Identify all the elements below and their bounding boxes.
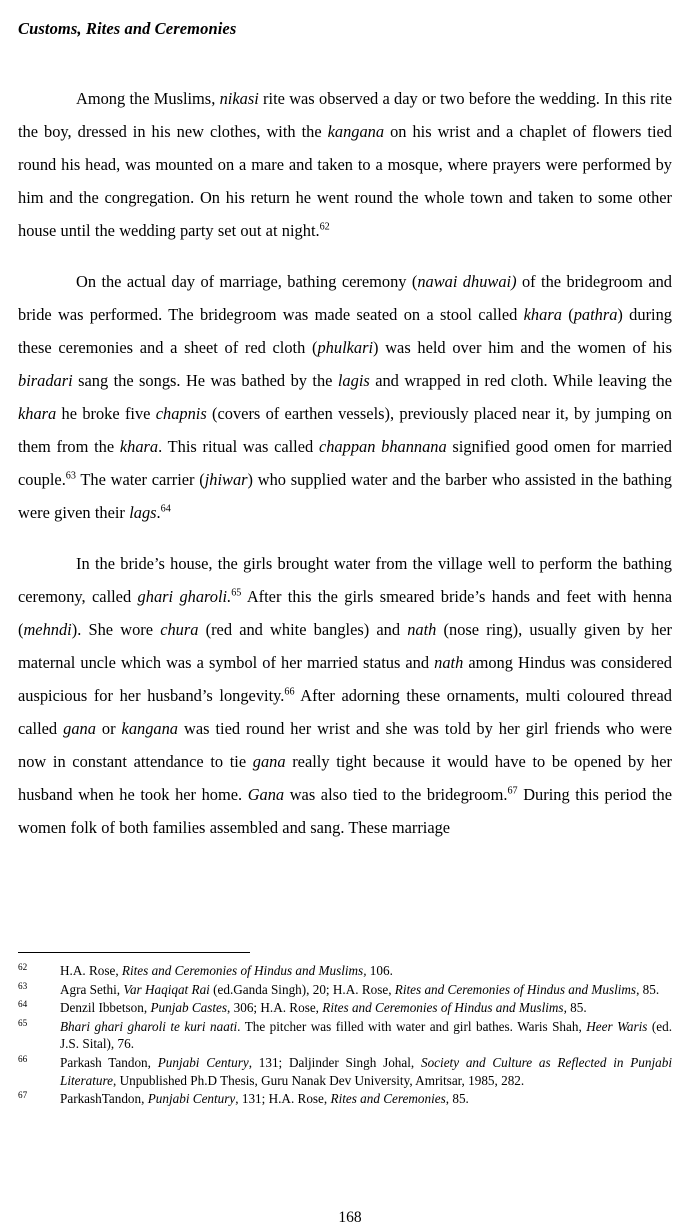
footnote-entry: [18, 1054, 672, 1089]
footnote-separator-rule: [18, 952, 250, 953]
footnote-entry: [18, 981, 672, 999]
footnote-text: H.A. Rose, Rites and Ceremonies of Hindus and Muslims, 106.: [60, 963, 393, 978]
footnote-number: 65: [18, 1017, 28, 1028]
body-text-block: [18, 82, 672, 844]
footnote-text: Bhari ghari gharoli te kuri naati. The pitcher was filled with water and girl bathes. Waris Shah, Heer Waris (ed. J.S. Sital), 76.: [60, 1018, 672, 1052]
footnote-number: 64: [18, 999, 28, 1010]
footnote-section: [18, 952, 672, 1109]
footnote-entry: [18, 962, 672, 980]
footnote-entry: [18, 1018, 672, 1053]
paragraph: Among the Muslims, nikasi rite was observed a day or two before the wedding. In this rite the boy, dressed in his new clothes, with the kangana on his wrist and a chaplet of flowers tied round his head, was mounted on a mare and taken to a mosque, where prayers were performed by him and the congregation. On his return he went round the whole town and taken to some other house until the wedding party set out at night.$^{62}$: [18, 89, 672, 240]
paragraph: On the actual day of marriage, bathing ceremony (nawai dhuwai) of the bridegroom and bride was performed. The bridegroom was made seated on a stool called khara (pathra) during these ceremonies and a sheet of red cloth (phulkari) was held over him and the women of his biradari sang the songs. He was bathed by the lagis and wrapped in red cloth. While leaving the khara he broke five chapnis (covers of earthen vessels), previously placed near it, by jumping on them from the khara. This ritual was called chappan bhannana signified good omen for married couple.$^{63}$ The water carrier (jhiwar) who supplied water and the barber who assisted in the bathing were given their lags.$^{64}$: [18, 272, 673, 522]
footnote-text: Parkash Tandon, Punjabi Century, 131; Daljinder Singh Johal, Society and Culture as Reflected in Punjabi Literature, Unpublished Ph.D Thesis, Guru Nanak Dev University, Amritsar, 1985, 282.: [60, 1054, 672, 1088]
footnote-entry: [18, 1090, 672, 1108]
footnote-number: 63: [18, 980, 28, 991]
footnote-number: 67: [18, 1090, 28, 1101]
footnote-entry: [18, 999, 672, 1017]
running-head: Customs, Rites and Ceremonies: [18, 19, 237, 38]
footnote-number: 66: [18, 1053, 28, 1064]
footnote-text: ParkashTandon, Punjabi Century, 131; H.A. Rose, Rites and Ceremonies, 85.: [60, 1091, 469, 1107]
footnote-text: Agra Sethi, Var Haqiqat Rai (ed.Ganda Singh), 20; H.A. Rose, Rites and Ceremonies of Hindus and Muslims, 85.: [60, 981, 660, 997]
footnote-number: 62: [18, 962, 28, 972]
paragraph: In the bride’s house, the girls brought water from the village well to perform the bathing ceremony, called ghari gharoli.$^{65}$ After this the girls smeared bride’s hands and feet with henna (mehndi). She wore chura (red and white bangles) and nath (nose ring), usually given by her maternal uncle which was a symbol of her married status and nath among Hindus was considered auspicious for her husband’s longevity.$^{66}$ After adorning these ornaments, multi coloured thread called gana or kangana was tied round her wrist and she was told by her girl friends who were now in constant attendance to tie gana really tight because it would have to be opened by her husband when he took her home. Gana was also tied to the bridegroom.$^{67}$ During this period the women folk of both families assembled and sang. These marriage: [18, 554, 673, 837]
footnote-text: Denzil Ibbetson, Punjab Castes, 306; H.A. Rose, Rites and Ceremonies of Hindus and Muslims, 85.: [60, 1000, 587, 1016]
page-number: 168: [338, 1209, 362, 1226]
